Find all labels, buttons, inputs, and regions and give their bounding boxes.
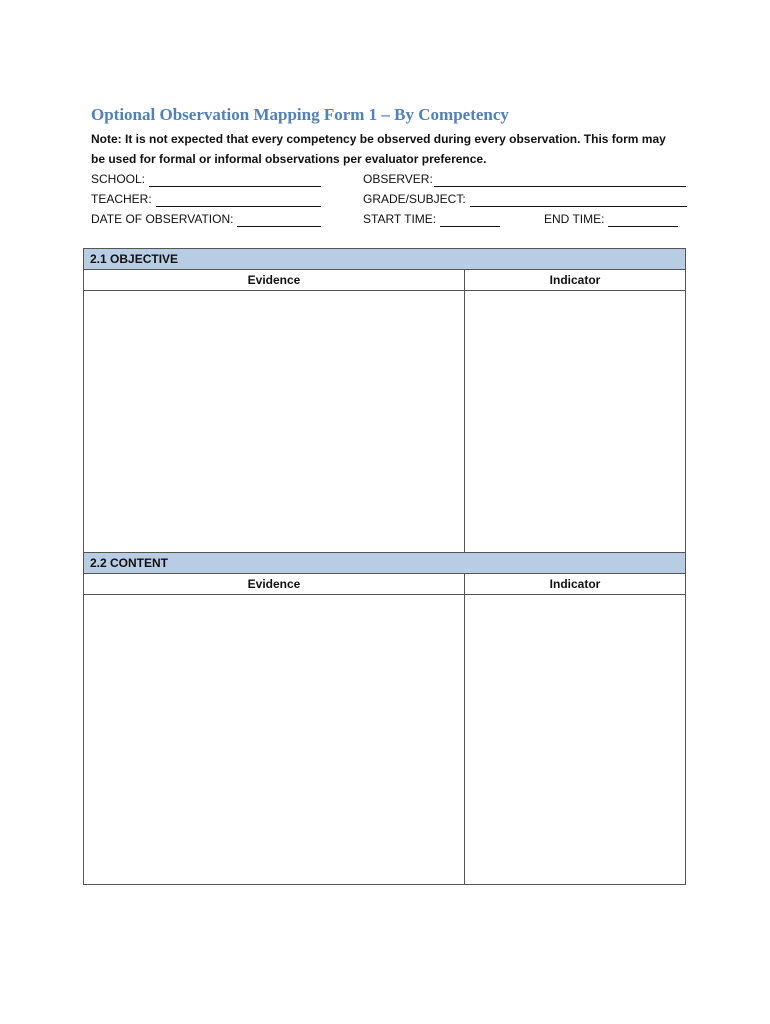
evidence-header: Evidence bbox=[84, 574, 465, 594]
grade-subject-input-line[interactable] bbox=[470, 193, 687, 207]
indicator-header: Indicator bbox=[549, 273, 601, 287]
section-objective-heading: 2.1 OBJECTIVE bbox=[84, 249, 685, 270]
objective-indicator-cell[interactable] bbox=[465, 291, 685, 553]
date-input-line[interactable] bbox=[237, 213, 321, 227]
content-indicator-cell[interactable] bbox=[465, 595, 685, 885]
end-time-label: END TIME: bbox=[544, 212, 605, 226]
section-objective-body bbox=[84, 291, 685, 553]
section-content-heading: 2.2 CONTENT bbox=[84, 553, 685, 574]
section-objective-column-headers bbox=[84, 270, 685, 291]
note-line-1: Note: It is not expected that every competency be observed during every observation. This form may bbox=[91, 132, 666, 146]
school-field bbox=[91, 171, 321, 187]
evidence-header: Evidence bbox=[84, 270, 465, 290]
form-note bbox=[91, 129, 691, 169]
observer-field bbox=[363, 171, 686, 187]
teacher-field bbox=[91, 191, 321, 207]
section-content-body bbox=[84, 595, 685, 885]
teacher-input-line[interactable] bbox=[156, 193, 321, 207]
grade-subject-label: GRADE/SUBJECT: bbox=[363, 192, 466, 206]
observer-label: OBSERVER: bbox=[363, 172, 433, 186]
end-time-field bbox=[544, 211, 678, 227]
start-time-input-line[interactable] bbox=[440, 213, 500, 227]
observer-input-line[interactable] bbox=[434, 173, 686, 187]
start-time-label: START TIME: bbox=[363, 212, 437, 226]
end-time-input-line[interactable] bbox=[608, 213, 678, 227]
section-content bbox=[83, 552, 686, 885]
form-title: Optional Observation Mapping Form 1 – By Competency bbox=[91, 105, 509, 124]
content-evidence-cell[interactable] bbox=[84, 595, 465, 885]
teacher-label: TEACHER: bbox=[91, 192, 152, 206]
start-time-field bbox=[363, 211, 500, 227]
date-label: DATE OF OBSERVATION: bbox=[91, 212, 234, 226]
grade-subject-field bbox=[363, 191, 687, 207]
indicator-header: Indicator bbox=[549, 577, 601, 591]
section-content-column-headers bbox=[84, 574, 685, 595]
note-line-2: be used for formal or informal observations per evaluator preference. bbox=[91, 152, 487, 166]
section-objective bbox=[83, 248, 686, 553]
date-field bbox=[91, 211, 321, 227]
school-input-line[interactable] bbox=[149, 173, 321, 187]
objective-evidence-cell[interactable] bbox=[84, 291, 465, 553]
school-label: SCHOOL: bbox=[91, 172, 146, 186]
